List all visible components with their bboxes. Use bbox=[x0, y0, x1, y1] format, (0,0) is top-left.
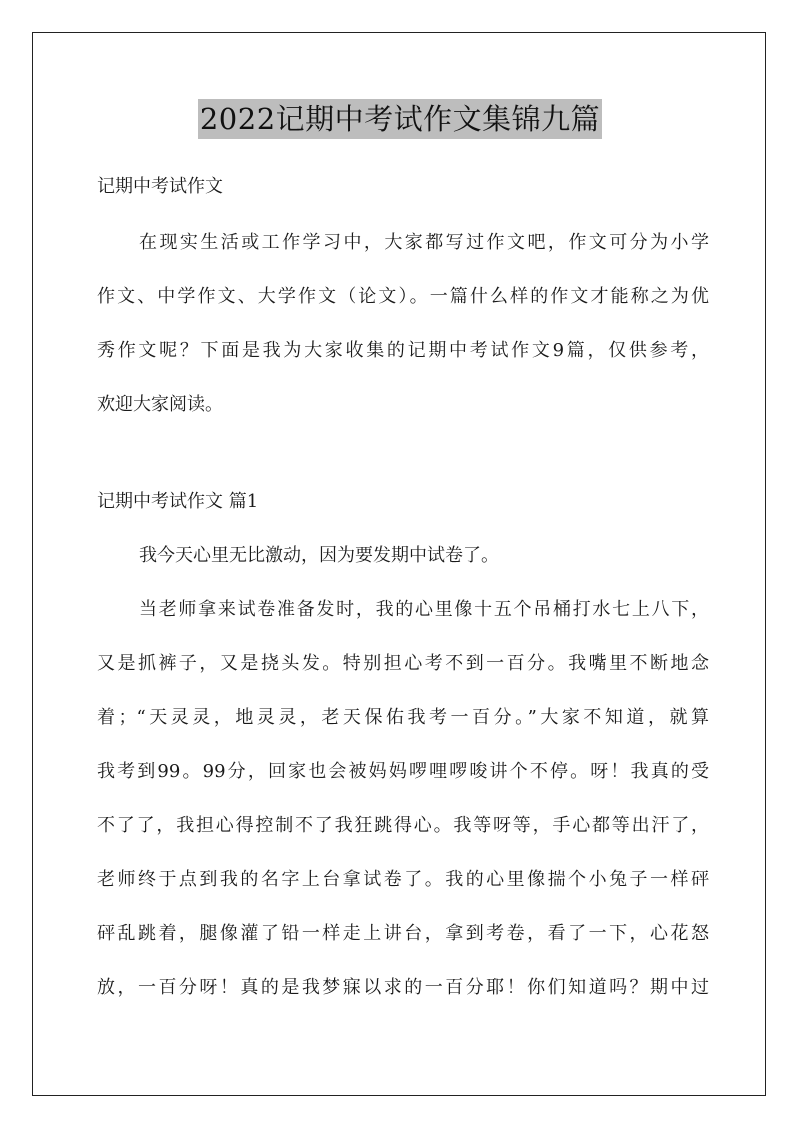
article-paragraph-1: 我今天心里无比激动，因为要发期中试卷了。 bbox=[139, 545, 499, 566]
intro-line: 作文、中学作文、大学作文（论文）。一篇什么样的作文才能称之为优 bbox=[97, 286, 709, 307]
intro-line: 欢迎大家阅读。 bbox=[97, 394, 223, 415]
article-heading: 记期中考试作文 篇1 bbox=[97, 491, 259, 512]
article-line: 不了了，我担心得控制不了我狂跳得心。我等呀等，手心都等出汗了， bbox=[97, 815, 709, 836]
section-heading: 记期中考试作文 bbox=[97, 176, 223, 197]
title-container bbox=[0, 99, 800, 139]
article-line: 着；“天灵灵，地灵灵，老天保佑我考一百分。”大家不知道，就算 bbox=[97, 707, 709, 728]
article-line: 当老师拿来试卷准备发时，我的心里像十五个吊桶打水七上八下， bbox=[139, 599, 709, 620]
intro-line: 在现实生活或工作学习中，大家都写过作文吧，作文可分为小学 bbox=[139, 232, 709, 253]
article-line: 老师终于点到我的名字上台拿试卷了。我的心里像揣个小兔子一样砰 bbox=[97, 869, 709, 890]
article-line: 放，一百分呀！真的是我梦寐以求的一百分耶！你们知道吗？期中过 bbox=[97, 977, 709, 998]
article-line: 砰乱跳着，腿像灌了铅一样走上讲台，拿到考卷，看了一下，心花怒 bbox=[97, 923, 709, 944]
article-line: 我考到99。99分，回家也会被妈妈啰哩啰唆讲个不停。呀！我真的受 bbox=[97, 761, 709, 782]
document-title: 2022记期中考试作文集锦九篇 bbox=[198, 99, 602, 139]
article-line: 又是抓裤子，又是挠头发。特别担心考不到一百分。我嘴里不断地念 bbox=[97, 653, 709, 674]
intro-line: 秀作文呢？下面是我为大家收集的记期中考试作文9篇，仅供参考， bbox=[97, 340, 709, 361]
